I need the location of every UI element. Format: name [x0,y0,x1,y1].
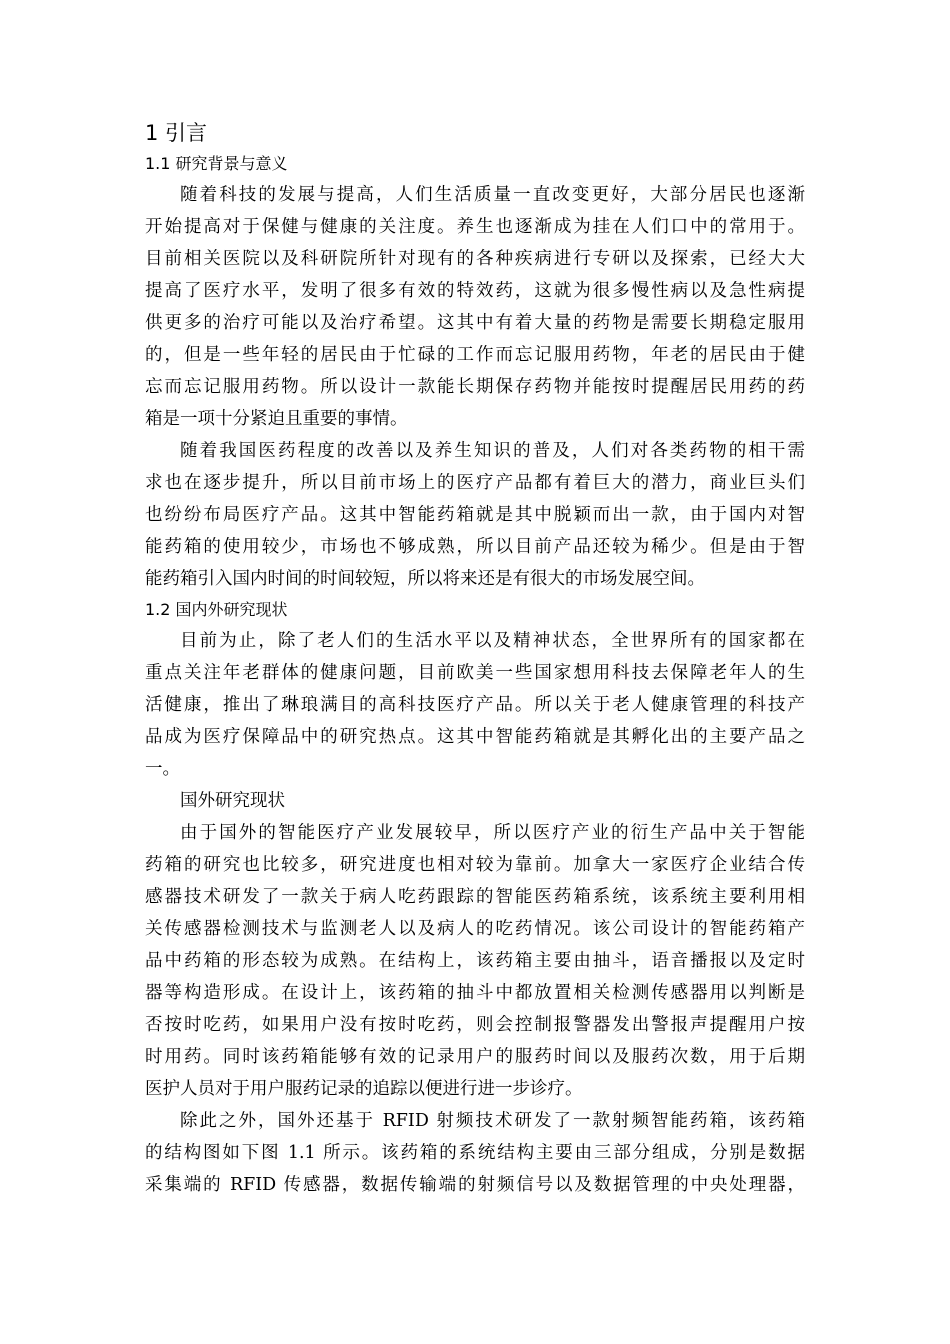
text-line: 开始提高对于保健与健康的关注度。养生也逐渐成为挂在人们口中的常用于。 [145,217,805,237]
text-line: 随着科技的发展与提高，人们生活质量一直改变更好，大部分居民也逐渐 [180,185,805,205]
chapter-heading: 1 引言 [145,121,208,145]
text-line: 采集端的 RFID 传感器，数据传输端的射频信号以及数据管理的中央处理器， [145,1175,805,1195]
paragraph-background-2 [145,435,805,595]
text-line: 关传感器检测技术与监测老人以及病人的吃药情况。该公司设计的智能药箱产 [145,919,805,939]
text-line: 目前为止，除了老人们的生活水平以及精神状态，全世界所有的国家都在 [180,631,805,651]
text-line: 求也在逐步提升，所以目前市场上的医疗产品都有着巨大的潜力，商业巨头们 [145,473,805,493]
paragraph-status-overview [145,625,805,785]
text-line: 品中药箱的形态较为成熟。在结构上，该药箱主要由抽斗，语音播报以及定时 [145,951,805,971]
paragraph-rfid [145,1105,805,1201]
text-line: 国外研究现状 [180,791,285,811]
text-line: 能药箱的使用较少，市场也不够成熟，所以目前产品还较为稀少。但是由于智 [145,537,805,557]
text-line: 品成为医疗保障品中的研究热点。这其中智能药箱就是其孵化出的主要产品之 [145,727,805,747]
text-line: 的，但是一些年轻的居民由于忙碌的工作而忘记服用药物，年老的居民由于健 [145,345,805,365]
text-line: 否按时吃药，如果用户没有按时吃药，则会控制报警器发出警报声提醒用户按 [145,1015,805,1035]
text-line: 能药箱引入国内时间的时间较短，所以将来还是有很大的市场发展空间。 [145,569,705,589]
text-line: 活健康，推出了琳琅满目的高科技医疗产品。所以关于老人健康管理的科技产 [145,695,805,715]
document-body [145,118,805,1201]
text-line: 的结构图如下图 1.1 所示。该药箱的系统结构主要由三部分组成，分别是数据 [145,1143,805,1163]
subheading-foreign-research [145,785,805,817]
text-line: 药箱的研究也比较多，研究进度也相对较为靠前。加拿大一家医疗企业结合传 [145,855,805,875]
text-line: 由于国外的智能医疗产业发展较早，所以医疗产业的衍生产品中关于智能 [180,823,805,843]
paragraph-background-1 [145,179,805,435]
text-line: 随着我国医药程度的改善以及养生知识的普及，人们对各类药物的相干需 [180,441,805,461]
text-line: 重点关注年老群体的健康问题，目前欧美一些国家想用科技去保障老年人的生 [145,663,805,683]
text-line: 目前相关医院以及科研院所针对现有的各种疾病进行专研以及探索，已经大大 [145,249,805,269]
section-heading-1-2: 1.2 国内外研究现状 [145,600,288,619]
text-line: 供更多的治疗可能以及治疗希望。这其中有着大量的药物是需要长期稳定服用 [145,313,805,333]
text-line: 也纷纷布局医疗产品。这其中智能药箱就是其中脱颖而出一款，由于国内对智 [145,505,805,525]
text-line: 器等构造形成。在设计上，该药箱的抽斗中都放置相关检测传感器用以判断是 [145,983,805,1003]
text-line: 一。 [145,759,180,779]
text-line: 除此之外，国外还基于 RFID 射频技术研发了一款射频智能药箱，该药箱 [180,1111,805,1131]
text-line: 忘而忘记服用药物。所以设计一款能长期保存药物并能按时提醒居民用药的药 [145,377,805,397]
text-line: 医护人员对于用户服药记录的追踪以便进行进一步诊疗。 [145,1079,583,1099]
section-heading-1-1: 1.1 研究背景与意义 [145,154,288,173]
text-line: 提高了医疗水平，发明了很多有效的特效药，这就为很多慢性病以及急性病提 [145,281,805,301]
text-line: 时用药。同时该药箱能够有效的记录用户的服药时间以及服药次数，用于后期 [145,1047,805,1067]
text-line: 感器技术研发了一款关于病人吃药跟踪的智能医药箱系统，该系统主要利用相 [145,887,805,907]
text-line: 箱是一项十分紧迫且重要的事情。 [145,409,408,429]
paragraph-foreign-research [145,817,805,1105]
